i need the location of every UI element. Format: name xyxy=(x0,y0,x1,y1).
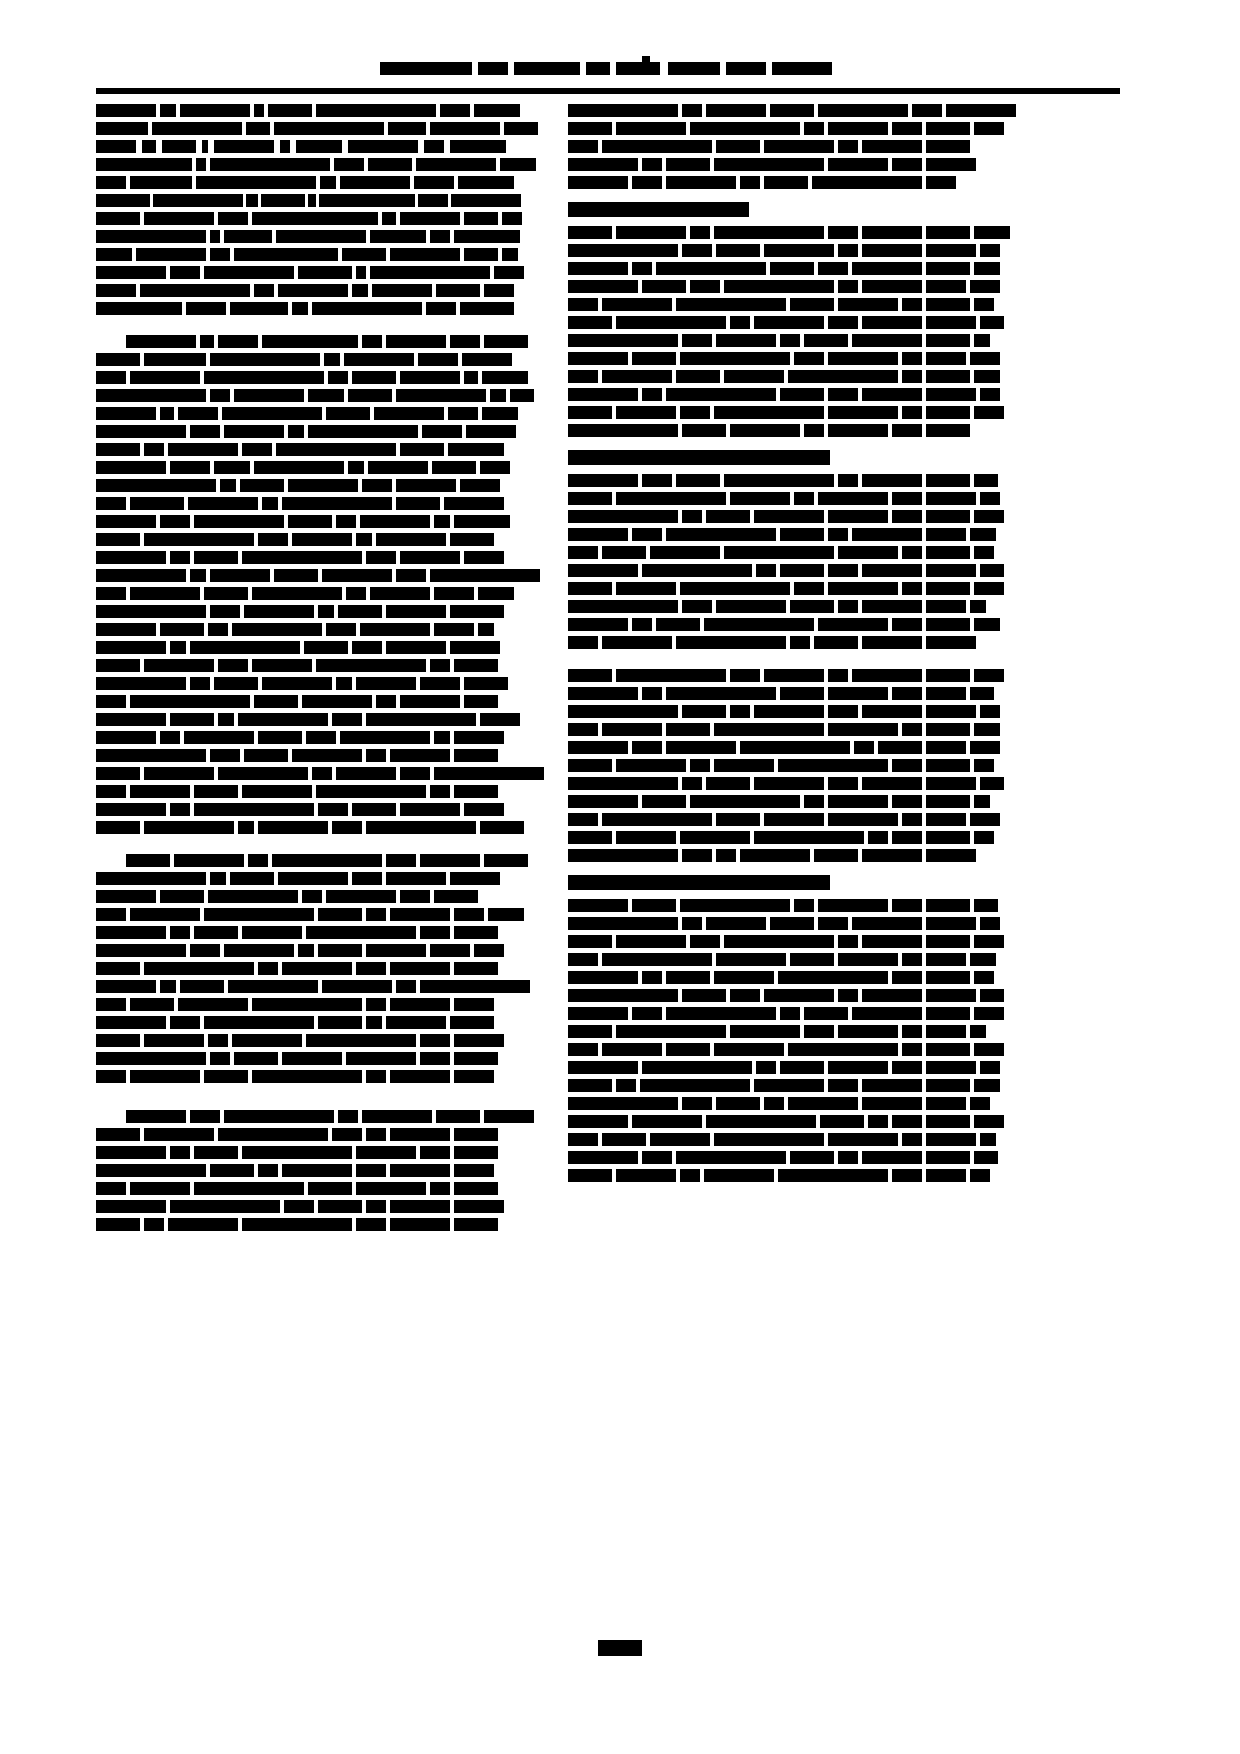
text-line xyxy=(568,989,1020,1002)
text-line xyxy=(568,971,1020,984)
text-line xyxy=(96,908,544,921)
text-line xyxy=(568,899,1020,912)
text-line xyxy=(568,705,1020,718)
paragraph xyxy=(568,899,1020,1182)
text-line xyxy=(568,795,1020,808)
text-line xyxy=(96,641,544,654)
text-line xyxy=(568,1043,1020,1056)
text-line xyxy=(568,741,1020,754)
text-line xyxy=(96,497,544,510)
text-line xyxy=(96,872,544,885)
section-heading xyxy=(568,450,830,465)
text-line xyxy=(96,1110,544,1123)
text-line xyxy=(568,1007,1020,1020)
running-head-segment xyxy=(478,62,508,75)
text-line xyxy=(96,1052,544,1065)
text-line xyxy=(96,266,544,279)
paragraph xyxy=(568,474,1020,649)
text-line xyxy=(568,777,1020,790)
text-line xyxy=(568,813,1020,826)
text-line xyxy=(96,623,544,636)
text-line xyxy=(568,564,1020,577)
text-line xyxy=(96,122,544,135)
text-line xyxy=(96,1182,544,1195)
column-right xyxy=(568,104,1020,1195)
running-head-segment xyxy=(514,62,580,75)
text-line xyxy=(96,605,544,618)
text-line xyxy=(96,212,544,225)
text-line xyxy=(96,551,544,564)
text-line xyxy=(568,1169,1020,1182)
text-line xyxy=(96,1146,544,1159)
text-line xyxy=(96,479,544,492)
text-line xyxy=(568,636,1020,649)
text-line xyxy=(568,244,1020,257)
text-line xyxy=(568,528,1020,541)
text-line xyxy=(96,998,544,1011)
section-heading xyxy=(568,202,749,217)
text-line xyxy=(96,248,544,261)
text-line xyxy=(96,944,544,957)
text-line xyxy=(568,104,1020,117)
text-line xyxy=(96,335,544,348)
text-line xyxy=(96,569,544,582)
text-line xyxy=(568,582,1020,595)
text-line xyxy=(568,1025,1020,1038)
paragraph xyxy=(96,1110,544,1231)
text-line xyxy=(96,962,544,975)
text-line xyxy=(96,194,544,207)
text-line xyxy=(96,176,544,189)
text-line xyxy=(568,1097,1020,1110)
text-line xyxy=(96,353,544,366)
text-line xyxy=(96,677,544,690)
section-heading xyxy=(568,875,830,890)
text-line xyxy=(568,262,1020,275)
text-line xyxy=(96,1218,544,1231)
text-line xyxy=(568,176,1020,189)
text-line xyxy=(568,316,1020,329)
text-line xyxy=(96,407,544,420)
text-line xyxy=(568,158,1020,171)
text-line xyxy=(568,1133,1020,1146)
text-line xyxy=(568,226,1020,239)
text-line xyxy=(568,687,1020,700)
text-line xyxy=(568,140,1020,153)
text-line xyxy=(568,849,1020,862)
text-line xyxy=(96,389,544,402)
text-line xyxy=(96,785,544,798)
text-line xyxy=(96,515,544,528)
text-line xyxy=(96,443,544,456)
paragraph xyxy=(96,335,544,834)
text-line xyxy=(96,1200,544,1213)
text-line xyxy=(568,474,1020,487)
paragraph xyxy=(568,104,1020,189)
text-line xyxy=(568,953,1020,966)
text-line xyxy=(96,461,544,474)
text-line xyxy=(568,723,1020,736)
text-line xyxy=(568,298,1020,311)
text-line xyxy=(568,546,1020,559)
text-line xyxy=(96,425,544,438)
text-line xyxy=(96,371,544,384)
text-line xyxy=(96,659,544,672)
text-line xyxy=(96,302,544,315)
text-line xyxy=(568,917,1020,930)
text-line xyxy=(96,104,544,117)
text-line xyxy=(96,284,544,297)
text-line xyxy=(96,1164,544,1177)
running-head-segment xyxy=(380,62,472,75)
text-line xyxy=(568,1115,1020,1128)
running-head-segment xyxy=(726,62,766,75)
paragraph xyxy=(568,669,1020,862)
text-line xyxy=(568,1061,1020,1074)
page-number xyxy=(598,1640,642,1656)
text-line xyxy=(96,980,544,993)
running-head-segment xyxy=(772,62,832,75)
text-line xyxy=(96,803,544,816)
running-head-segment xyxy=(616,62,660,75)
text-line xyxy=(96,140,544,153)
running-head-segment xyxy=(668,62,720,75)
text-line xyxy=(96,158,544,171)
text-line xyxy=(96,713,544,726)
text-line xyxy=(568,352,1020,365)
text-line xyxy=(568,280,1020,293)
text-line xyxy=(96,731,544,744)
running-head-segment xyxy=(586,62,610,75)
text-line xyxy=(96,587,544,600)
text-line xyxy=(568,1079,1020,1092)
text-line xyxy=(96,890,544,903)
text-line xyxy=(568,334,1020,347)
text-line xyxy=(96,854,544,867)
text-line xyxy=(568,370,1020,383)
text-line xyxy=(568,492,1020,505)
text-line xyxy=(568,669,1020,682)
text-line xyxy=(96,695,544,708)
text-line xyxy=(568,759,1020,772)
text-line xyxy=(96,821,544,834)
paragraph xyxy=(96,854,544,1083)
text-line xyxy=(96,1070,544,1083)
paragraph xyxy=(568,226,1020,437)
text-line xyxy=(568,1151,1020,1164)
text-line xyxy=(96,533,544,546)
paragraph xyxy=(96,104,544,315)
text-line xyxy=(568,831,1020,844)
text-line xyxy=(96,767,544,780)
text-line xyxy=(96,230,544,243)
header-rule xyxy=(96,88,1120,94)
text-line xyxy=(96,926,544,939)
running-head-segment xyxy=(642,56,650,62)
text-line xyxy=(96,1128,544,1141)
text-line xyxy=(568,618,1020,631)
text-line xyxy=(568,935,1020,948)
text-line xyxy=(96,1016,544,1029)
text-line xyxy=(568,122,1020,135)
text-line xyxy=(568,388,1020,401)
text-line xyxy=(568,424,1020,437)
text-line xyxy=(96,1034,544,1047)
text-line xyxy=(96,749,544,762)
text-line xyxy=(568,510,1020,523)
running-head xyxy=(380,62,850,78)
text-line xyxy=(568,600,1020,613)
text-line xyxy=(568,406,1020,419)
column-left xyxy=(96,104,544,1244)
